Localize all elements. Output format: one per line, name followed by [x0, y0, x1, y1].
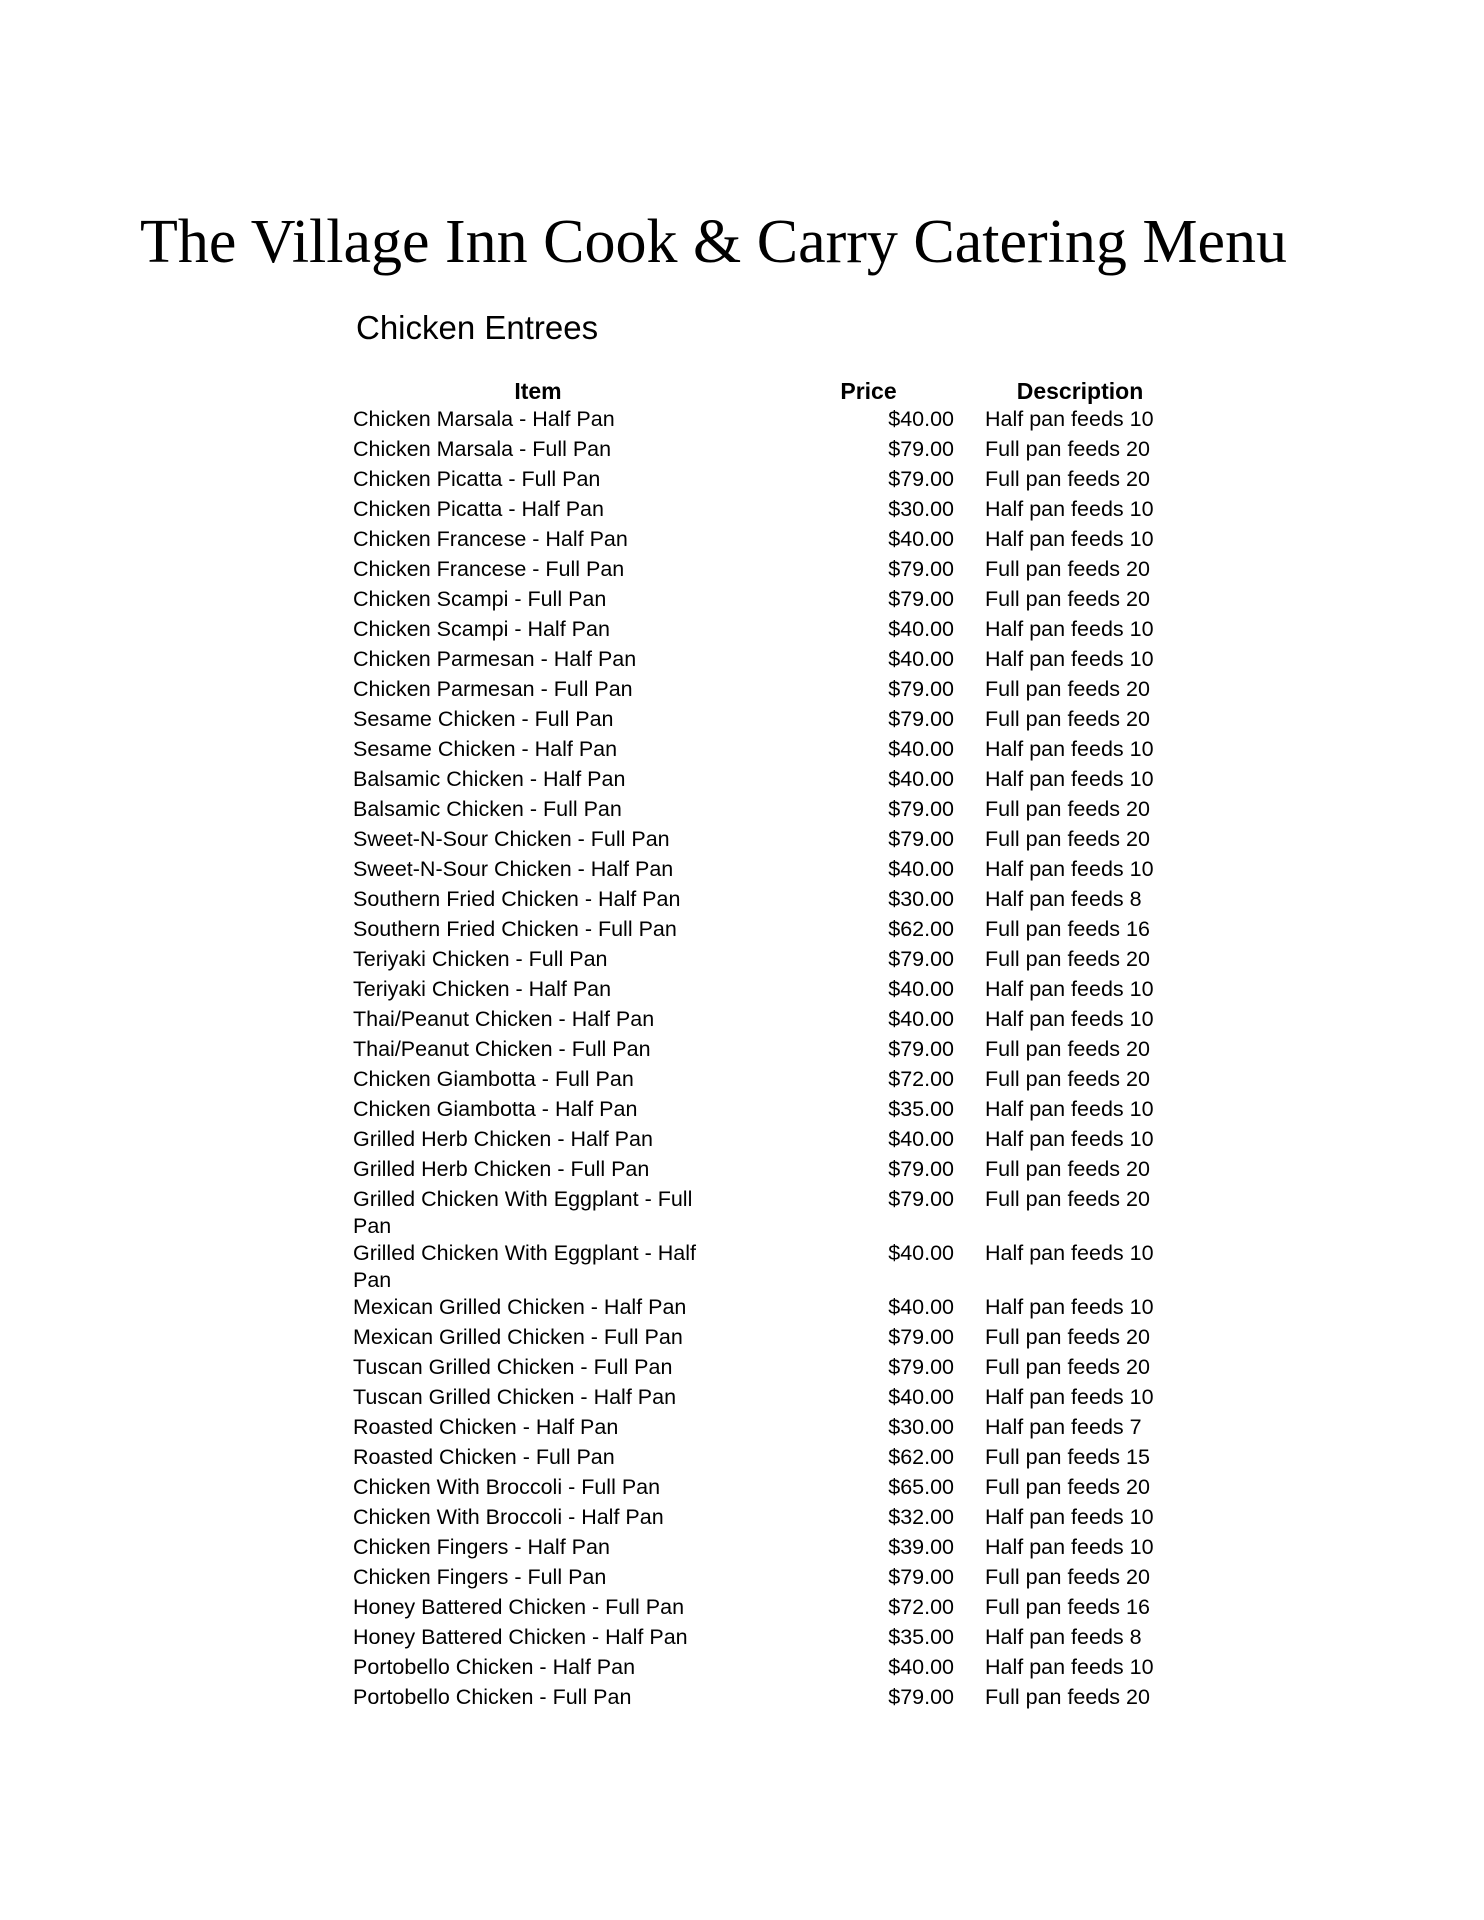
menu-item-price: $40.00: [888, 857, 954, 881]
menu-item-price: $40.00: [888, 1007, 954, 1031]
table-row: [353, 1474, 1175, 1504]
menu-item-price: $40.00: [888, 1127, 954, 1151]
menu-item-name: Chicken With Broccoli - Full Pan: [353, 1475, 661, 1499]
menu-item-name: Chicken Giambotta - Full Pan: [353, 1067, 634, 1091]
menu-item-description: Half pan feeds 10: [985, 407, 1154, 431]
menu-item-name: Chicken Marsala - Half Pan: [353, 407, 615, 431]
column-gap: [954, 1684, 985, 1714]
menu-item-description: Full pan feeds 15: [985, 1445, 1150, 1469]
menu-item-price: $79.00: [888, 947, 954, 971]
table-row: [353, 1654, 1175, 1684]
table-row: [353, 1294, 1175, 1324]
column-gap: [954, 1066, 985, 1096]
table-row: [353, 1156, 1175, 1186]
menu-item-description: Half pan feeds 10: [985, 527, 1154, 551]
table-row: [353, 1414, 1175, 1444]
table-row: [353, 1384, 1175, 1414]
column-gap: [954, 1504, 985, 1534]
menu-item-description: Full pan feeds 20: [985, 1325, 1150, 1349]
column-gap: [954, 1096, 985, 1126]
menu-item-description: Full pan feeds 20: [985, 437, 1150, 461]
menu-item-name: Chicken Parmesan - Full Pan: [353, 677, 633, 701]
menu-item-price: $65.00: [888, 1475, 954, 1499]
column-gap: [954, 796, 985, 826]
table-row: [353, 496, 1175, 526]
column-gap: [954, 1036, 985, 1066]
menu-item-name: Roasted Chicken - Half Pan: [353, 1415, 619, 1439]
menu-item-description: Full pan feeds 16: [985, 1595, 1150, 1619]
menu-item-name: Chicken Scampi - Full Pan: [353, 587, 607, 611]
column-gap: [954, 1624, 985, 1654]
column-gap: [954, 886, 985, 916]
menu-item-description: Full pan feeds 20: [985, 467, 1150, 491]
column-gap: [954, 766, 985, 796]
column-gap: [954, 1564, 985, 1594]
table-row: [353, 1534, 1175, 1564]
column-gap: [954, 526, 985, 556]
menu-item-price: $40.00: [888, 767, 954, 791]
table-row: [353, 556, 1175, 586]
page-title: The Village Inn Cook & Carry Catering Menu: [140, 208, 1288, 276]
menu-item-price: $30.00: [888, 497, 954, 521]
menu-item-description: Half pan feeds 10: [985, 1097, 1154, 1121]
menu-item-name: Sweet-N-Sour Chicken - Full Pan: [353, 827, 670, 851]
column-gap: [954, 706, 985, 736]
menu-item-price: $40.00: [888, 1295, 954, 1319]
column-gap: [954, 856, 985, 886]
menu-item-price: $79.00: [888, 587, 954, 611]
menu-item-price: $40.00: [888, 647, 954, 671]
column-gap: [954, 1156, 985, 1186]
menu-item-description: Full pan feeds 20: [985, 1187, 1150, 1211]
menu-item-description: Half pan feeds 7: [985, 1415, 1142, 1439]
menu-item-name: Southern Fried Chicken - Half Pan: [353, 887, 681, 911]
menu-item-description: Half pan feeds 10: [985, 647, 1154, 671]
menu-item-name: Chicken Parmesan - Half Pan: [353, 647, 637, 671]
table-row: [353, 1066, 1175, 1096]
menu-item-price: $40.00: [888, 617, 954, 641]
menu-item-description: Full pan feeds 20: [985, 1157, 1150, 1181]
table-row: [353, 1006, 1175, 1036]
menu-item-description: Half pan feeds 10: [985, 1505, 1154, 1529]
column-gap: [954, 1240, 985, 1294]
table-row: [353, 1444, 1175, 1474]
menu-item-name: Chicken Picatta - Full Pan: [353, 467, 601, 491]
table-row: [353, 736, 1175, 766]
menu-item-description: Full pan feeds 20: [985, 1355, 1150, 1379]
menu-item-name: Chicken Picatta - Half Pan: [353, 497, 604, 521]
menu-item-name: Mexican Grilled Chicken - Full Pan: [353, 1325, 683, 1349]
menu-item-description: Full pan feeds 20: [985, 797, 1150, 821]
menu-item-description: Full pan feeds 20: [985, 827, 1150, 851]
menu-item-name: Honey Battered Chicken - Full Pan: [353, 1595, 685, 1619]
menu-item-name: Thai/Peanut Chicken - Half Pan: [353, 1007, 655, 1031]
menu-item-name: Chicken Francese - Full Pan: [353, 557, 625, 581]
menu-item-name: Tuscan Grilled Chicken - Half Pan: [353, 1385, 677, 1409]
menu-item-description: Half pan feeds 10: [985, 1007, 1154, 1031]
table-row: [353, 886, 1175, 916]
menu-item-price: $40.00: [888, 527, 954, 551]
menu-item-price: $40.00: [888, 1241, 954, 1265]
menu-item-price: $79.00: [888, 557, 954, 581]
table-header-row: [353, 377, 1175, 406]
menu-item-price: $79.00: [888, 1565, 954, 1589]
table-row: [353, 1324, 1175, 1354]
menu-item-description: Full pan feeds 20: [985, 947, 1150, 971]
column-gap: [954, 676, 985, 706]
table-row: [353, 1624, 1175, 1654]
table-row: [353, 706, 1175, 736]
table-row: [353, 586, 1175, 616]
menu-item-description: Full pan feeds 20: [985, 1565, 1150, 1589]
menu-item-description: Half pan feeds 10: [985, 1241, 1154, 1265]
column-header-item: Item: [514, 378, 562, 404]
menu-item-description: Half pan feeds 10: [985, 737, 1154, 761]
menu-item-name: Chicken Fingers - Full Pan: [353, 1565, 607, 1589]
menu-item-description: Half pan feeds 10: [985, 617, 1154, 641]
table-row: [353, 766, 1175, 796]
column-gap: [954, 1006, 985, 1036]
menu-item-name: Chicken Francese - Half Pan: [353, 527, 628, 551]
menu-item-price: $39.00: [888, 1535, 954, 1559]
table-row: [353, 796, 1175, 826]
column-gap: [954, 1294, 985, 1324]
column-gap: [954, 1654, 985, 1684]
table-row: [353, 1240, 1175, 1294]
menu-item-name: Grilled Herb Chicken - Half Pan: [353, 1127, 653, 1151]
menu-item-name: Grilled Herb Chicken - Full Pan: [353, 1157, 650, 1181]
menu-item-name: Teriyaki Chicken - Full Pan: [353, 947, 608, 971]
section-heading: Chicken Entrees: [356, 309, 599, 346]
menu-item-description: Full pan feeds 20: [985, 1067, 1150, 1091]
menu-item-description: Half pan feeds 10: [985, 977, 1154, 1001]
menu-item-name: Balsamic Chicken - Half Pan: [353, 767, 626, 791]
menu-item-price: $30.00: [888, 887, 954, 911]
column-header-price: Price: [840, 378, 897, 404]
column-gap: [954, 1594, 985, 1624]
column-gap: [954, 616, 985, 646]
menu-item-name: Chicken Marsala - Full Pan: [353, 437, 612, 461]
menu-item-price: $79.00: [888, 677, 954, 701]
column-gap: [954, 586, 985, 616]
menu-item-price: $35.00: [888, 1097, 954, 1121]
table-row: [353, 976, 1175, 1006]
column-gap: [954, 1474, 985, 1504]
menu-item-description: Half pan feeds 10: [985, 857, 1154, 881]
menu-item-name: Roasted Chicken - Full Pan: [353, 1445, 615, 1469]
table-row: [353, 826, 1175, 856]
column-gap: [954, 646, 985, 676]
column-gap: [954, 1324, 985, 1354]
table-row: [353, 1186, 1175, 1240]
menu-item-price: $79.00: [888, 827, 954, 851]
column-gap: [954, 1444, 985, 1474]
column-gap: [954, 496, 985, 526]
menu-item-name: Mexican Grilled Chicken - Half Pan: [353, 1295, 687, 1319]
table-row: [353, 1504, 1175, 1534]
menu-item-price: $79.00: [888, 467, 954, 491]
column-gap: [954, 556, 985, 586]
menu-item-description: Full pan feeds 20: [985, 557, 1150, 581]
menu-item-price: $40.00: [888, 1655, 954, 1679]
menu-item-price: $35.00: [888, 1625, 954, 1649]
table-row: [353, 676, 1175, 706]
table-row: [353, 856, 1175, 886]
menu-item-description: Half pan feeds 10: [985, 1385, 1154, 1409]
column-gap: [954, 1414, 985, 1444]
menu-item-description: Half pan feeds 10: [985, 767, 1154, 791]
column-gap: [954, 1126, 985, 1156]
menu-item-name: Portobello Chicken - Full Pan: [353, 1685, 632, 1709]
menu-item-price: $40.00: [888, 1385, 954, 1409]
table-row: [353, 436, 1175, 466]
menu-item-price: $62.00: [888, 1445, 954, 1469]
menu-item-description: Full pan feeds 20: [985, 707, 1150, 731]
menu-item-price: $79.00: [888, 1325, 954, 1349]
menu-item-price: $79.00: [888, 1187, 954, 1211]
menu-item-description: Full pan feeds 20: [985, 677, 1150, 701]
menu-item-price: $79.00: [888, 1355, 954, 1379]
menu-item-description: Full pan feeds 20: [985, 1475, 1150, 1499]
menu-item-name: Chicken Fingers - Half Pan: [353, 1535, 610, 1559]
menu-item-price: $32.00: [888, 1505, 954, 1529]
menu-item-name: Sweet-N-Sour Chicken - Half Pan: [353, 857, 674, 881]
column-gap: [954, 406, 985, 436]
menu-item-name: Sesame Chicken - Half Pan: [353, 737, 618, 761]
table-row: [353, 616, 1175, 646]
menu-item-name: Grilled Chicken With Eggplant - Half Pan: [353, 1241, 696, 1292]
column-gap: [954, 436, 985, 466]
menu-item-price: $40.00: [888, 737, 954, 761]
menu-item-name: Sesame Chicken - Full Pan: [353, 707, 614, 731]
menu-item-description: Half pan feeds 8: [985, 1625, 1142, 1649]
menu-item-description: Half pan feeds 10: [985, 1655, 1154, 1679]
column-gap: [954, 916, 985, 946]
table-row: [353, 916, 1175, 946]
menu-rows: [353, 406, 1175, 1714]
menu-item-description: Full pan feeds 16: [985, 917, 1150, 941]
column-gap: [954, 736, 985, 766]
menu-table: [353, 377, 1175, 1714]
menu-item-price: $72.00: [888, 1067, 954, 1091]
menu-item-price: $40.00: [888, 977, 954, 1001]
menu-item-name: Portobello Chicken - Half Pan: [353, 1655, 636, 1679]
table-row: [353, 406, 1175, 436]
table-row: [353, 526, 1175, 556]
column-header-description: Description: [1016, 378, 1144, 404]
menu-item-price: $79.00: [888, 707, 954, 731]
menu-item-name: Southern Fried Chicken - Full Pan: [353, 917, 677, 941]
table-row: [353, 1096, 1175, 1126]
menu-item-description: Full pan feeds 20: [985, 1037, 1150, 1061]
table-row: [353, 1036, 1175, 1066]
menu-item-description: Half pan feeds 10: [985, 1295, 1154, 1319]
column-gap: [954, 1384, 985, 1414]
menu-item-name: Honey Battered Chicken - Half Pan: [353, 1625, 688, 1649]
menu-item-price: $79.00: [888, 1157, 954, 1181]
column-gap: [954, 826, 985, 856]
menu-item-name: Chicken Giambotta - Half Pan: [353, 1097, 638, 1121]
menu-item-name: Tuscan Grilled Chicken - Full Pan: [353, 1355, 673, 1379]
menu-item-description: Half pan feeds 10: [985, 497, 1154, 521]
menu-item-price: $30.00: [888, 1415, 954, 1439]
table-row: [353, 1126, 1175, 1156]
table-row: [353, 1594, 1175, 1624]
menu-item-price: $79.00: [888, 1685, 954, 1709]
table-row: [353, 946, 1175, 976]
menu-item-price: $79.00: [888, 1037, 954, 1061]
menu-item-price: $72.00: [888, 1595, 954, 1619]
column-gap: [954, 466, 985, 496]
column-gap: [954, 377, 985, 406]
menu-item-description: Half pan feeds 10: [985, 1127, 1154, 1151]
menu-item-price: $79.00: [888, 437, 954, 461]
column-gap: [954, 1534, 985, 1564]
column-gap: [954, 1354, 985, 1384]
menu-item-description: Half pan feeds 10: [985, 1535, 1154, 1559]
menu-item-name: Teriyaki Chicken - Half Pan: [353, 977, 612, 1001]
menu-item-name: Balsamic Chicken - Full Pan: [353, 797, 622, 821]
table-row: [353, 1564, 1175, 1594]
table-row: [353, 646, 1175, 676]
menu-item-name: Grilled Chicken With Eggplant - Full Pan: [353, 1187, 693, 1238]
column-gap: [954, 976, 985, 1006]
menu-item-name: Thai/Peanut Chicken - Full Pan: [353, 1037, 651, 1061]
table-row: [353, 1684, 1175, 1714]
menu-item-price: $79.00: [888, 797, 954, 821]
table-row: [353, 466, 1175, 496]
menu-item-price: $62.00: [888, 917, 954, 941]
menu-item-name: Chicken With Broccoli - Half Pan: [353, 1505, 664, 1529]
menu-item-description: Full pan feeds 20: [985, 587, 1150, 611]
table-row: [353, 1354, 1175, 1384]
menu-item-price: $40.00: [888, 407, 954, 431]
menu-item-name: Chicken Scampi - Half Pan: [353, 617, 610, 641]
menu-item-description: Half pan feeds 8: [985, 887, 1142, 911]
column-gap: [954, 1186, 985, 1240]
menu-item-description: Full pan feeds 20: [985, 1685, 1150, 1709]
column-gap: [954, 946, 985, 976]
